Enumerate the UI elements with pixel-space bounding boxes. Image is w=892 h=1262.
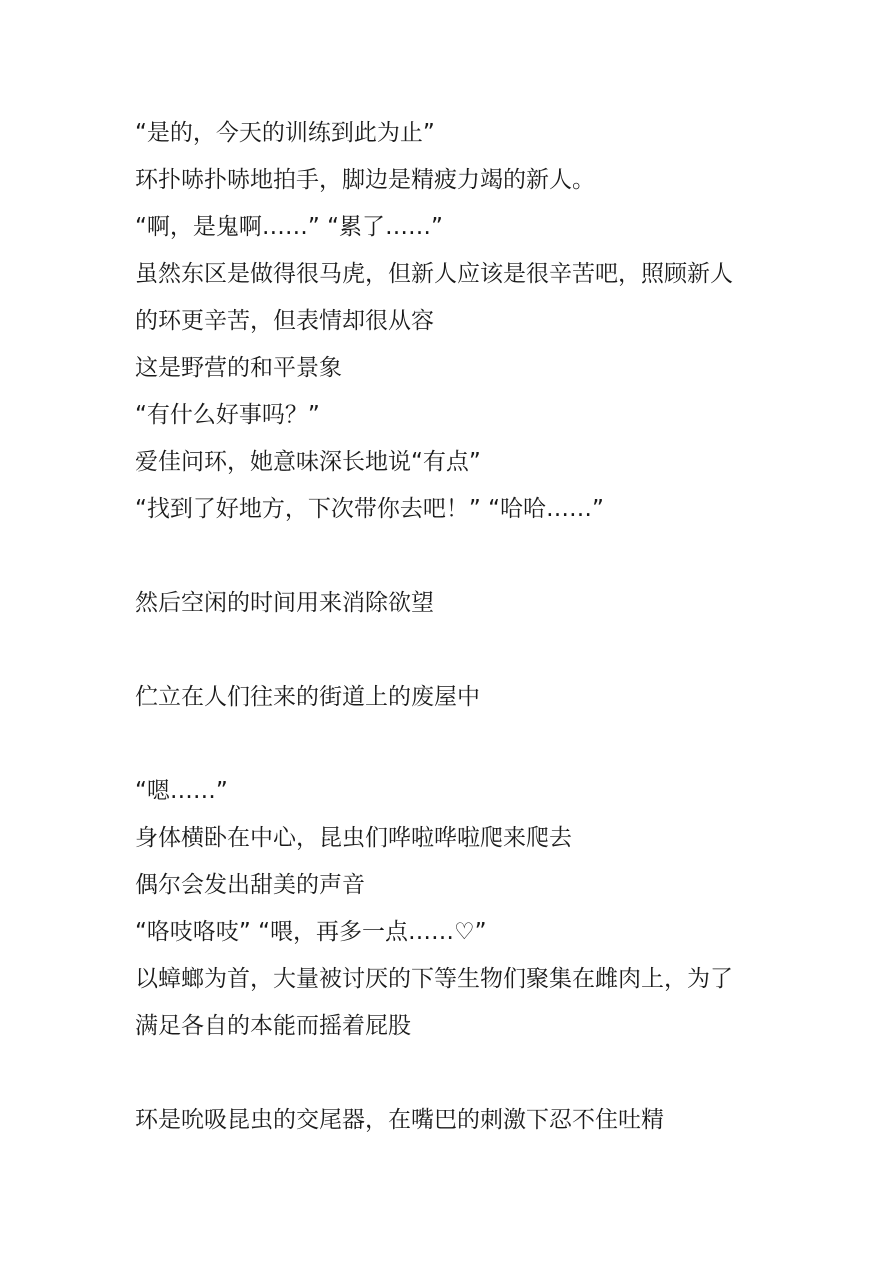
text-line: 环扑哧扑哧地拍手，脚边是精疲力竭的新人。 [135,167,595,193]
text-line: 以蟑螂为首，大量被讨厌的下等生物们聚集在雌肉上，为了 [135,966,733,992]
blank-line [135,627,795,674]
text-line: “是的，今天的训练到此为止” [135,120,435,146]
text-line: 身体横卧在中心，昆虫们哗啦哗啦爬来爬去 [135,825,572,851]
text-line: “嗯……” [135,778,228,804]
text-line: 环是吮吸昆虫的交尾器，在嘴巴的刺激下忍不住吐精 [135,1107,664,1133]
text-line: “啊，是鬼啊……” “累了……” [135,214,443,240]
blank-line [135,533,795,580]
text-line: 满足各自的本能而摇着屁股 [135,1013,411,1039]
text-line: 的环更辛苦，但表情却很从容 [135,308,434,334]
blank-line [135,721,795,768]
text-line: 伫立在人们往来的街道上的废屋中 [135,684,480,710]
text-line: “咯吱咯吱” “喂，再多一点……♡” [135,919,487,945]
text-line: 虽然东区是做得很马虎，但新人应该是很辛苦吧，照顾新人 [135,261,733,287]
text-line: “有什么好事吗？” [135,402,320,428]
text-line: 这是野营的和平景象 [135,355,342,381]
text-line: 偶尔会发出甜美的声音 [135,872,365,898]
text-line: “找到了好地方，下次带你去吧！” “哈哈……” [135,496,604,522]
text-line: 然后空闲的时间用来消除欲望 [135,590,434,616]
text-line: 爱佳问环，她意味深长地说“有点” [135,449,481,475]
document-body [135,110,795,1144]
blank-line [135,1050,795,1097]
